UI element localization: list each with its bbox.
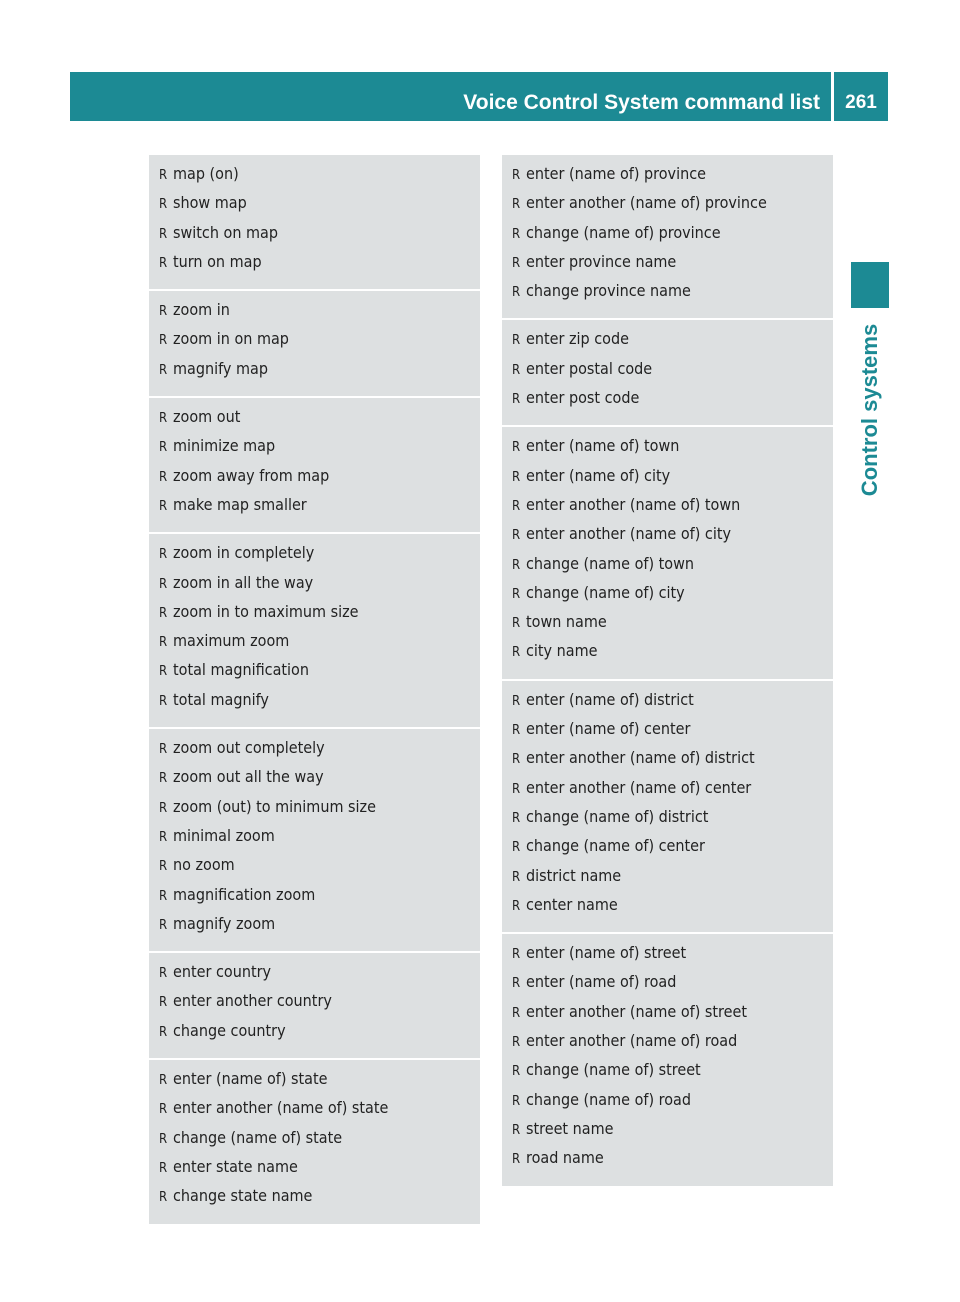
left-command-column [149,155,480,1224]
command-text: enter another (name of) street [526,1001,747,1021]
command-text: switch on map [173,222,279,242]
bullet-icon: R [512,362,521,378]
bullet-icon: R [512,498,521,514]
page-number: 261 [845,92,877,113]
bullet-icon: R [512,840,521,856]
command-text: enter another (name of) center [526,777,752,797]
command-item [149,465,480,494]
bullet-icon: R [512,1093,521,1109]
command-item [149,854,480,883]
command-item [502,747,833,776]
command-text: zoom in to maximum size [173,601,359,621]
command-item [149,990,480,1019]
command-item [149,192,480,221]
bullet-icon: R [159,411,168,427]
command-group [502,427,833,680]
bullet-icon: R [512,1122,521,1138]
command-item [502,582,833,611]
bullet-icon: R [512,869,521,885]
bullet-icon: R [512,693,521,709]
command-group [502,155,833,320]
bullet-icon: R [159,547,168,563]
command-item [502,1118,833,1147]
command-item [502,689,833,718]
command-item [502,1059,833,1088]
command-item [502,640,833,669]
command-item [149,1068,480,1097]
bullet-icon: R [159,771,168,787]
command-text: enter (name of) province [526,164,706,183]
command-text: change (name of) road [526,1089,691,1109]
command-item [149,328,480,357]
command-item [149,358,480,387]
command-item [149,222,480,251]
command-item [149,1156,480,1185]
bullet-icon: R [159,1190,168,1206]
bullet-icon: R [159,664,168,680]
bullet-icon: R [512,781,521,797]
bullet-icon: R [159,498,168,514]
command-text: change country [173,1020,286,1040]
command-group [149,953,480,1060]
bullet-icon: R [159,693,168,709]
command-text: turn on map [173,251,262,271]
bullet-icon: R [512,1035,521,1051]
bullet-icon: R [512,333,521,349]
command-item [502,1089,833,1118]
command-text: change (name of) street [526,1060,701,1080]
bullet-icon: R [512,528,521,544]
command-item [502,718,833,747]
bullet-icon: R [512,586,521,602]
bullet-icon: R [512,1005,521,1021]
command-group [149,291,480,398]
command-item [149,1127,480,1156]
command-group [502,681,833,934]
page-header [70,72,888,121]
command-item [502,435,833,464]
command-text: enter postal code [526,358,653,378]
command-text: zoom out all the way [173,767,324,787]
command-text: change (name of) city [526,582,685,602]
command-text: city name [526,641,598,661]
command-item [502,251,833,280]
command-text: maximum zoom [173,631,290,651]
bullet-icon: R [159,168,168,183]
header-title: Voice Control System command list [463,91,820,114]
command-text: enter (name of) center [526,719,691,739]
command-item [502,465,833,494]
bullet-icon: R [512,976,521,992]
command-item [149,601,480,630]
command-group [149,729,480,953]
command-item [502,163,833,192]
bullet-icon: R [512,255,521,271]
command-text: change state name [173,1186,313,1206]
command-text: enter (name of) state [173,1069,328,1089]
command-group [149,155,480,291]
command-item [502,328,833,357]
command-item [149,884,480,913]
command-item [502,777,833,806]
bullet-icon: R [159,362,168,378]
bullet-icon: R [159,226,168,242]
command-group [502,320,833,427]
bullet-icon: R [512,392,521,408]
bullet-icon: R [159,605,168,621]
bullet-icon: R [159,742,168,758]
command-text: total magnification [173,660,309,680]
command-item [502,835,833,864]
command-item [149,825,480,854]
command-item [149,572,480,601]
command-text: zoom in [173,300,230,320]
bullet-icon: R [159,1160,168,1176]
command-text: enter another (name of) state [173,1098,389,1118]
command-text: enter (name of) district [526,689,694,709]
bullet-icon: R [512,947,521,963]
bullet-icon: R [159,469,168,485]
command-text: change province name [526,281,691,301]
command-text: zoom in all the way [173,572,314,592]
command-item [149,299,480,328]
bullet-icon: R [512,285,521,301]
command-text: enter another (name of) road [526,1031,738,1051]
bullet-icon: R [159,333,168,349]
command-text: zoom in on map [173,329,289,349]
command-text: total magnify [173,689,269,709]
bullet-icon: R [512,197,521,213]
bullet-icon: R [512,1152,521,1168]
command-text: enter (name of) city [526,465,671,485]
command-item [149,251,480,280]
command-item [502,280,833,309]
command-item [149,542,480,571]
command-text: show map [173,193,247,213]
bullet-icon: R [159,1024,168,1040]
command-group [149,534,480,729]
command-text: enter another country [173,991,332,1011]
bullet-icon: R [512,645,521,661]
command-item [149,913,480,942]
command-item [149,494,480,523]
command-text: zoom away from map [173,465,330,485]
command-item [502,1001,833,1030]
command-text: enter another (name of) district [526,748,755,768]
command-item [149,406,480,435]
bullet-icon: R [512,810,521,826]
command-item [149,737,480,766]
right-command-column [502,155,833,1186]
command-group [149,398,480,534]
command-text: zoom in completely [173,543,315,563]
bullet-icon: R [159,197,168,213]
command-text: enter zip code [526,329,629,349]
command-item [502,971,833,1000]
command-item [502,894,833,923]
command-item [502,611,833,640]
command-text: enter post code [526,388,640,408]
command-text: no zoom [173,855,235,875]
command-group [502,934,833,1185]
command-item [502,553,833,582]
command-text: minimal zoom [173,825,275,845]
bullet-icon: R [512,557,521,573]
command-item [149,766,480,795]
command-text: enter (name of) road [526,972,677,992]
command-group [149,1060,480,1223]
command-item [502,192,833,221]
bullet-icon: R [159,829,168,845]
bullet-icon: R [512,168,521,183]
command-text: change (name of) town [526,553,694,573]
command-item [149,796,480,825]
bullet-icon: R [159,440,168,456]
bullet-icon: R [159,859,168,875]
bullet-icon: R [159,1102,168,1118]
command-text: enter another (name of) town [526,494,741,514]
command-item [149,659,480,688]
command-item [502,494,833,523]
command-text: magnify zoom [173,913,276,933]
bullet-icon: R [512,440,521,456]
command-item [149,435,480,464]
bullet-icon: R [159,304,168,320]
command-text: street name [526,1118,614,1138]
command-text: change (name of) state [173,1127,343,1147]
command-text: enter (name of) street [526,943,687,963]
command-text: enter another (name of) city [526,524,731,544]
bullet-icon: R [512,723,521,739]
command-text: map (on) [173,164,239,183]
command-text: center name [526,894,618,914]
command-text: town name [526,612,607,632]
command-item [502,523,833,552]
command-text: zoom (out) to minimum size [173,796,376,816]
command-item [502,387,833,416]
command-item [502,806,833,835]
command-text: make map smaller [173,494,307,514]
command-text: enter country [173,962,272,982]
command-item [502,865,833,894]
bullet-icon: R [159,1073,168,1089]
bullet-icon: R [512,898,521,914]
bullet-icon: R [512,616,521,632]
command-text: magnify map [173,358,268,378]
bullet-icon: R [159,888,168,904]
command-text: road name [526,1148,604,1168]
command-item [502,358,833,387]
bullet-icon: R [159,800,168,816]
command-text: minimize map [173,436,276,456]
command-item [502,1147,833,1176]
command-text: enter state name [173,1156,298,1176]
command-text: zoom out [173,407,241,427]
bullet-icon: R [512,469,521,485]
bullet-icon: R [159,995,168,1011]
bullet-icon: R [159,966,168,982]
bullet-icon: R [512,226,521,242]
command-text: change (name of) center [526,836,705,856]
command-item [149,163,480,192]
command-text: magnification zoom [173,884,316,904]
command-text: zoom out completely [173,738,325,758]
command-item [149,630,480,659]
bullet-icon: R [159,635,168,651]
bullet-icon: R [159,1131,168,1147]
bullet-icon: R [159,255,168,271]
command-text: change (name of) district [526,806,709,826]
command-item [149,1097,480,1126]
command-text: enter another (name of) province [526,193,767,213]
bullet-icon: R [159,576,168,592]
command-text: enter (name of) town [526,436,680,456]
command-item [149,961,480,990]
command-item [502,1030,833,1059]
bullet-icon: R [512,1064,521,1080]
bullet-icon: R [512,752,521,768]
command-item [502,942,833,971]
command-item [149,1020,480,1049]
command-text: district name [526,865,622,885]
side-tab-marker [851,262,889,308]
command-text: enter province name [526,251,677,271]
command-text: change (name of) province [526,222,721,242]
command-item [149,1185,480,1214]
side-tab-label: Control systems [857,323,882,497]
command-item [149,689,480,718]
bullet-icon: R [159,917,168,933]
command-item [502,222,833,251]
